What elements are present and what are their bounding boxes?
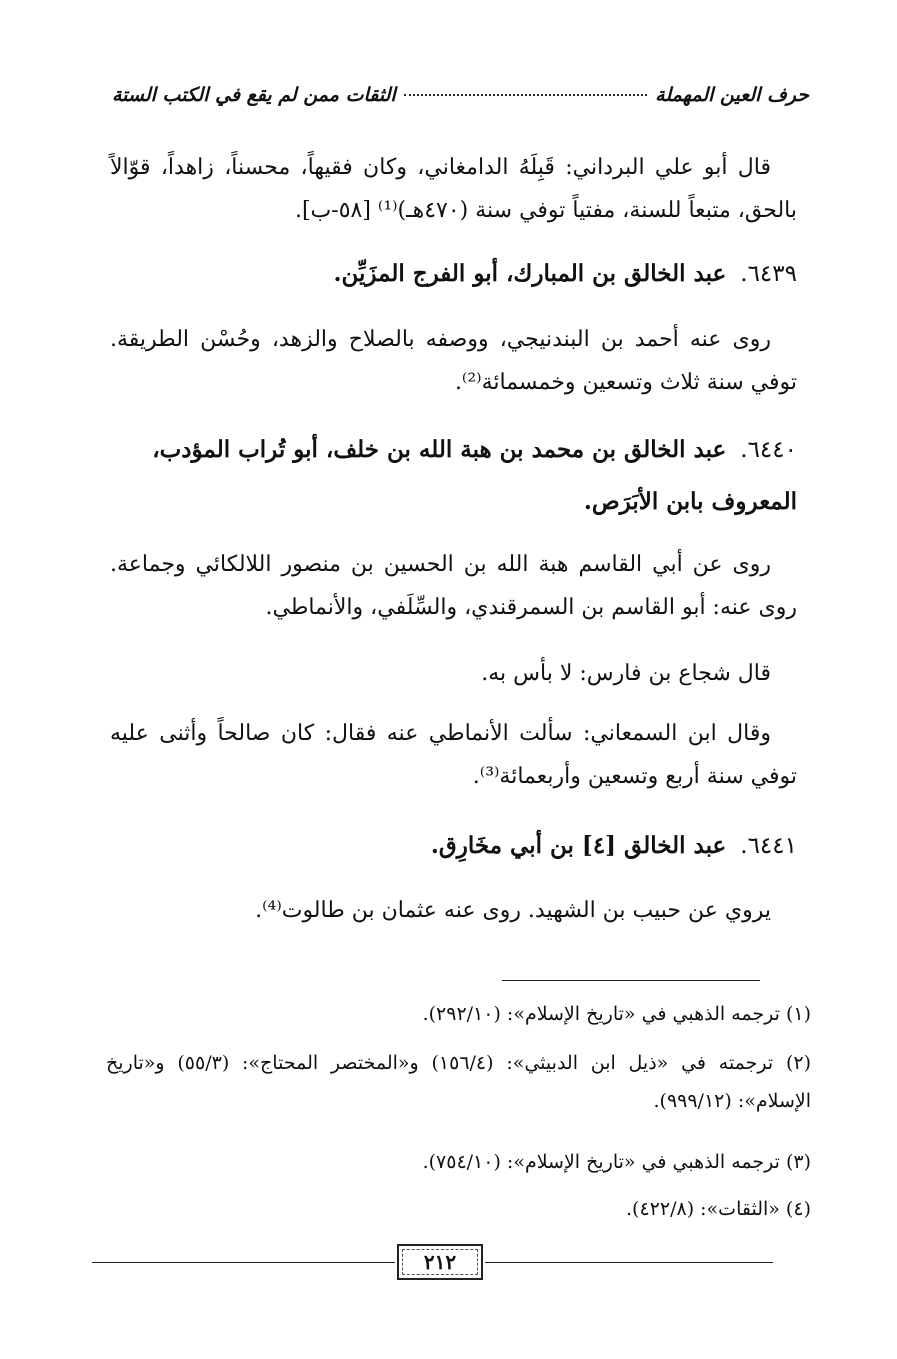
paragraph-samani-quote: وقال ابن السمعاني: سألت الأنماطي عنه فقال: كان صالحاً وأثنى عليه توفي سنة أربع وتسعين وأربعمائة⁽³⁾.	[110, 721, 797, 789]
footer-rule-left	[92, 1262, 395, 1263]
entry-name: عبد الخالق بن محمد بن هبة الله بن خلف، أبو تُراب المؤدب، المعروف بابن الأبَرَص.	[152, 436, 797, 515]
entry-number: ٦٤٤١.	[740, 833, 797, 859]
footnote-separator	[502, 980, 760, 981]
paragraph-habib: يروي عن حبيب بن الشهيد. روى عنه عثمان بن طالوت⁽⁴⁾.	[255, 898, 771, 923]
entry-6441	[110, 820, 797, 872]
entry-6440	[110, 424, 797, 528]
paragraph-lalakai: روى عن أبي القاسم هبة الله بن الحسين بن منصور اللالكائي وجماعة. روى عنه: أبو القاسم بن السمرقندي، والسِّلَفي، والأنماطي.	[110, 552, 797, 620]
entry-name: عبد الخالق [٤] بن أبي مخَارِق.	[430, 832, 727, 859]
footnote-2: (٢) ترجمته في «ذيل ابن الدبيثي»: (١٥٦/٤) و«المختصر المحتاج»: (٥٥/٣) و«تاريخ الإسلام»: (٩٩٩/١٢).	[106, 1052, 812, 1112]
header-book-title: الثقات ممن لم يقع في الكتب الستة	[112, 84, 396, 106]
entry-6439	[110, 248, 797, 300]
footnote-1: (١) ترجمه الذهبي في «تاريخ الإسلام»: (٢٩٢/١٠).	[422, 1003, 811, 1025]
paragraph-bardani-quote: قال أبو علي البرداني: قَبِلَهُ الدامغاني، وكان فقيهاً، محسناً، زاهداً، قوّالاً بالحق، متبعاً للسنة، مفتياً توفي سنة (٤٧٠هـ)⁽¹⁾ [٥٨-ب].	[110, 155, 797, 223]
entry-name: عبد الخالق بن المبارك، أبو الفرج المزَيِّن.	[333, 260, 727, 287]
page-number-text: ٢١٢	[423, 1250, 457, 1274]
header-dotted-rule	[404, 94, 647, 96]
entry-number: ٦٤٣٩.	[740, 261, 797, 287]
footnote-3: (٣) ترجمه الذهبي في «تاريخ الإسلام»: (٧٥٤/١٠).	[422, 1151, 811, 1173]
page-number	[397, 1244, 483, 1280]
paragraph-shuja-quote: قال شجاع بن فارس: لا بأس به.	[481, 661, 771, 686]
running-header	[112, 84, 809, 106]
footer-rule-right	[485, 1262, 773, 1263]
footnote-4: (٤) «الثقات»: (٤٢٢/٨).	[626, 1198, 811, 1220]
paragraph-bandaniji: روى عنه أحمد بن البندنيجي، ووصفه بالصلاح والزهد، وحُسْن الطريقة. توفي سنة ثلاث وتسعين وخمسمائة⁽²⁾.	[110, 327, 797, 395]
header-section-title: حرف العين المهملة	[655, 84, 809, 106]
entry-number: ٦٤٤٠.	[740, 437, 797, 463]
